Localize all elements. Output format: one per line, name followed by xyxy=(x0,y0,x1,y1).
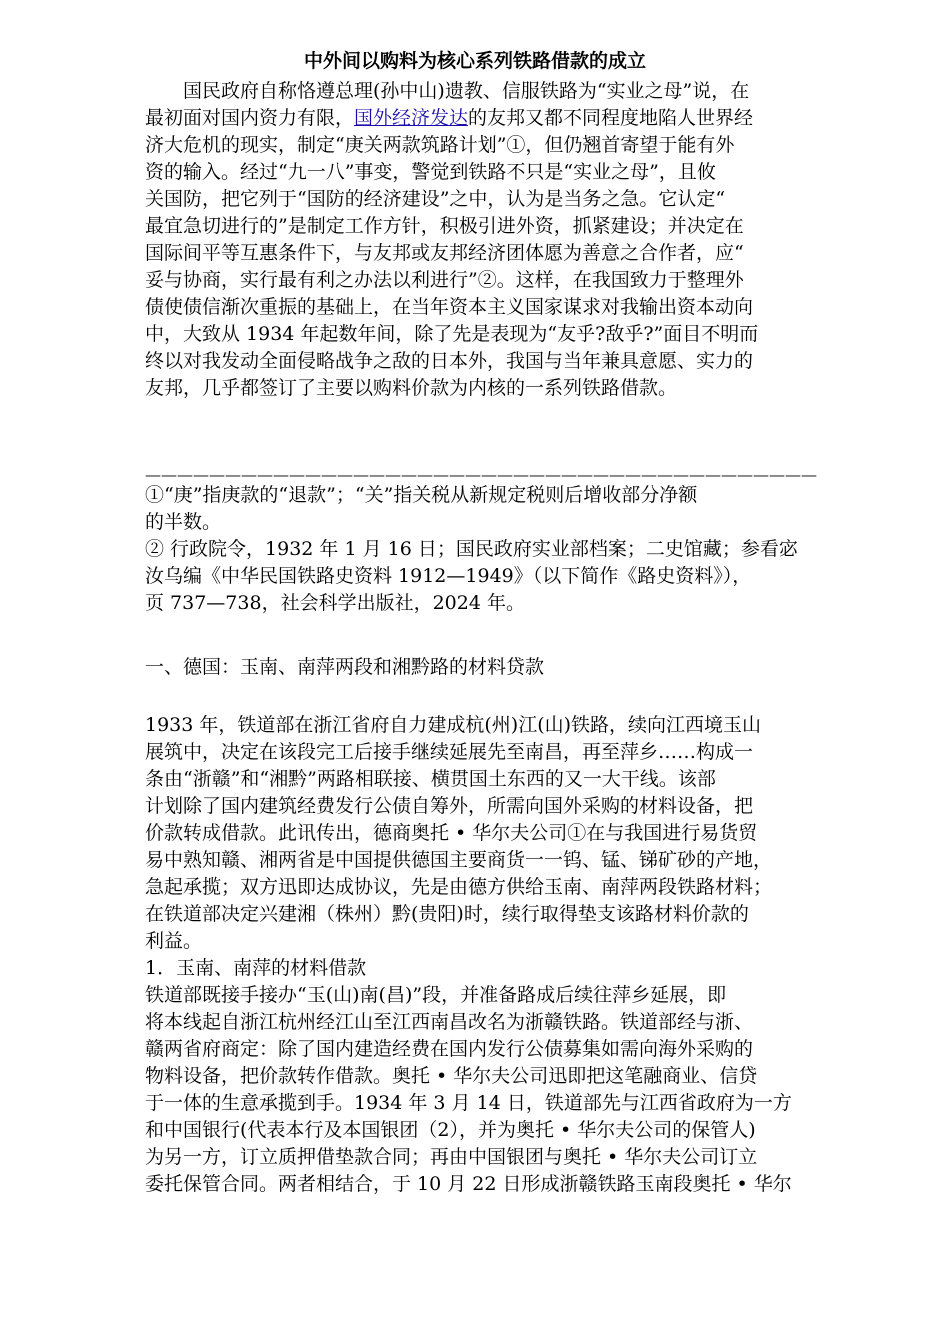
text-line: 委托保管合同。两者相结合，于 10 月 22 日形成浙赣铁路玉南段奥托 • 华尔 xyxy=(145,1173,792,1195)
text-line: 关国防，把它列于“国防的经济建设”之中，认为是当务之急。它认定“ xyxy=(145,188,726,210)
page-title: 中外间以购料为核心系列铁路借款的成立 xyxy=(303,50,646,72)
section-heading xyxy=(145,654,885,681)
subsection-heading: 1．玉南、南萍的材料借款 xyxy=(145,957,367,979)
footnote-line: 的半数。 xyxy=(145,511,222,533)
footnotes xyxy=(145,482,885,617)
text-line: 友邦，几乎都签订了主要以购料价款为内核的一系列铁路借款。 xyxy=(145,377,678,399)
text-line: 利益。 xyxy=(145,930,203,952)
text-span: 最初面对国内资力有限， xyxy=(145,107,355,129)
footnote-line: 页 737—738，社会科学出版社，2024 年。 xyxy=(145,592,525,614)
intro-paragraph xyxy=(145,78,885,402)
text-line: 妥与协商，实行最有利之办法以利进行”②。这样，在我国致力于整理外 xyxy=(145,269,744,291)
text-line: 终以对我发动全面侵略战争之敌的日本外，我国与当年兼具意愿、实力的 xyxy=(145,350,754,372)
text-line: 为另一方，订立质押借垫款合同；再由中国银团与奥托 • 华尔夫公司订立 xyxy=(145,1146,758,1168)
footnote-line: ② 行政院令，1932 年 1 月 16 日；国民政府实业部档案；二史馆藏；参看宓 xyxy=(145,538,798,560)
text-line: 条由“浙赣”和“湘黔”两路相联接、横贯国土东西的又一大干线。该部 xyxy=(145,768,716,790)
text-line: 最宜急切进行的”是制定工作方针，积极引进外资，抓紧建设；并决定在 xyxy=(145,215,744,237)
text-line: 计划除了国内建筑经费发行公债自筹外，所需向国外采购的材料设备，把 xyxy=(145,795,754,817)
text-line: 1933 年，铁道部在浙江省府自力建成杭(州)江(山)铁路，续向江西境玉山 xyxy=(145,714,762,736)
section1-paragraph xyxy=(145,712,885,955)
text-line: 价款转成借款。此讯传出，德商奥托 • 华尔夫公司①在与我国进行易货贸 xyxy=(145,822,758,844)
text-line: 债使债信渐次重振的基础上，在当年资本主义国家谋求对我输出资本动向 xyxy=(145,296,754,318)
footnote-line: 汝乌编《中华民国铁路史资料 1912—1949》（以下简作《路史资料》）， xyxy=(145,565,752,587)
text-line: 展筑中，决定在该段完工后接手继续延展先至南昌，再至萍乡……构成一 xyxy=(145,741,754,763)
text-line: 铁道部既接手接办“玉(山)南(昌)”段，并准备路成后续往萍乡延展，即 xyxy=(145,984,727,1006)
text-line: 资的输入。经过“九一八”事变，警觉到铁路不只是“实业之母”，且攸 xyxy=(145,161,716,183)
text-line: 于一体的生意承揽到手。1934 年 3 月 14 日，铁道部先与江西省政府为一方 xyxy=(145,1092,792,1114)
text-line: 中，大致从 1934 年起数年间，除了先是表现为“友乎?敌乎?”面目不明而 xyxy=(145,323,759,345)
text-span: 的友邦又都不同程度地陷人世界经 xyxy=(468,107,754,129)
section-heading-text: 一、德国：玉南、南萍两段和湘黔路的材料贷款 xyxy=(145,656,545,678)
subsection xyxy=(145,955,885,1198)
text-line: 国际间平等互惠条件下，与友邦或友邦经济团体愿为善意之合作者，应“ xyxy=(145,242,744,264)
footnote-line: ①“庚”指庚款的“退款”；“关”指关税从新规定税则后增收部分净额 xyxy=(145,484,698,506)
text-line xyxy=(145,105,885,132)
text-line: 急起承揽；双方迅即达成协议，先是由德方供给玉南、南萍两段铁路材料； xyxy=(145,876,773,898)
economy-link[interactable]: 国外经济发达 xyxy=(354,107,469,129)
text-line: 国民政府自称恪遵总理(孙中山)遗教、信服铁路为“实业之母”说，在 xyxy=(183,80,750,102)
footnote-separator: —————————————————————————————————————————— xyxy=(145,465,817,484)
text-line: 在铁道部决定兴建湘（株州）黔(贵阳)时，续行取得垫支该路材料价款的 xyxy=(145,903,749,925)
text-line: 赣两省府商定：除了国内建造经费在国内发行公债募集如需向海外采购的 xyxy=(145,1038,754,1060)
text-line: 和中国银行(代表本行及本国银团（2），并为奥托 • 华尔夫公司的保管人) xyxy=(145,1119,756,1141)
text-line: 物料设备，把价款转作借款。奥托 • 华尔夫公司迅即把这笔融商业、信贷 xyxy=(145,1065,758,1087)
text-line: 济大危机的现实，制定“庚关两款筑路计划”①，但仍翘首寄望于能有外 xyxy=(145,134,735,156)
text-line: 易中熟知赣、湘两省是中国提供德国主要商货一一钨、锰、锑矿砂的产地， xyxy=(145,849,773,871)
text-line: 将本线起自浙江杭州经江山至江西南昌改名为浙赣铁路。铁道部经与浙、 xyxy=(145,1011,754,1033)
